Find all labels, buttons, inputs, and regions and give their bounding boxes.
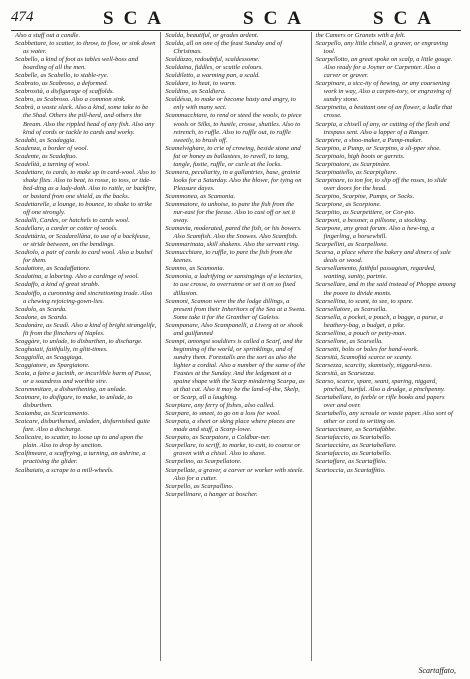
dictionary-entry: Scarpinaio, high boots or garrets. xyxy=(315,152,405,160)
dictionary-entry: Scaimare, to disfigure, to make, to unlade, to disburthen. xyxy=(15,394,133,410)
dictionary-entry: Scabrosità, a disfigurage of scaffolds. xyxy=(15,88,115,96)
dictionary-entry: Scarsellamento, faithful passagism, regarded, wanting, sanity, partnie. xyxy=(315,265,436,281)
text-column-right xyxy=(311,32,461,661)
dictionary-entry: Scarpato, as Scarpatore, a Coldbar-ner. xyxy=(165,434,271,442)
dictionary-entry: Scabello, a kind of foot as tables well-boss and boarding of all the men. xyxy=(15,56,139,72)
dictionary-entry: Scadalli, Cardes, or hatchels to cards wool. xyxy=(15,217,130,225)
dictionary-entry: Scadenza, a border of wool. xyxy=(15,144,89,152)
dictionary-entry: Scarpellini, as Scarpellone. xyxy=(315,241,389,249)
dictionary-entry: Scarpinare, a sicc-ity of hewing, or any coarsening work in way, Also a carpen-tory, or engraving of sundry stone. xyxy=(315,80,452,104)
dictionary-entry: Scammonea, as Scamonia. xyxy=(165,192,236,200)
dictionary-entry: Scartabellare, to feeble or rifle books and papers over and over. xyxy=(315,394,445,410)
dictionary-entry: Scabro, as Scabroso. Also a common sink. xyxy=(15,96,126,104)
dictionary-entry: Scartacciàre, as Scartabellare. xyxy=(315,442,397,450)
dictionary-entry: Scadone, as Scarda. xyxy=(15,313,68,321)
dictionary-entry: Scaia, a faire a jacinth, or incurlible harm of Pusse, or a soundress and worthie sire. xyxy=(15,369,152,386)
dictionary-entry: Scampanare, Also Scampanelli, a Liverg at or shook and guilfanned xyxy=(165,321,303,337)
dictionary-entry: Scamera, peculiarity, in a gallantries, base, grainie looks for a Saturday. Also the blowe, for tying on Pleasure dayes. xyxy=(165,168,302,192)
dictionary-entry: Scarpelino, as Scarpellatore. xyxy=(165,458,242,466)
dictionary-entry: Scarsella, a pocket, a pouch, a bagge, a purse, a heathery-bag, a budget, a pike. xyxy=(315,313,443,329)
dictionary-entry: Scadellare, a carder or cotter of wools. xyxy=(15,225,118,233)
dictionary-entry: Scamelvighare, to crie of crowing, beside stone and fat or honey as ballastees, to ravell, to tang, tangle, fustie, ruffle, or curle at the locks. xyxy=(165,144,301,168)
text-columns xyxy=(11,32,461,661)
dictionary-entry: Scaiamba, as Scaricamento. xyxy=(15,410,90,418)
dictionary-entry: Scarpellate, a graver, a carver or worker with steele. Also for a cutter. xyxy=(165,466,305,482)
dictionary-entry: Scalbaiaio, a scrape to a mill-wheels. xyxy=(15,466,114,474)
dictionary-entry: Scarsellatore, as Scarsella. xyxy=(315,305,388,313)
dictionary-entry: Scadattore, as Scadaffattore. xyxy=(15,265,91,273)
dictionary-entry: Scabbettare, to scatter, to throw, to flow, or sink down as water. xyxy=(15,40,156,56)
dictionary-entry: Scammucchiare, to rend or steed the wools, to piece wools or Silks, to hustle, crosse, shuttles. Also to retrench, to ruffle. Also to ruffle out, to ruffle sweetly, to brush off. xyxy=(165,112,302,144)
dictionary-entry: Scamavta, moderated, pared the fish, or his bowers. Also Scamfish. Also the Snowes. Also Scamfish. xyxy=(165,225,302,241)
dictionary-entry: Scarpiare, any ferry of fishes, also called. xyxy=(165,402,275,410)
dictionary-entry: Scarsa, a place where the bakery and diners of sale deals or wood. xyxy=(315,249,451,265)
dictionary-entry: Scaggiolla, as Scaggiaga. xyxy=(15,353,84,361)
text-column-middle xyxy=(160,32,310,661)
dictionary-entry: Scarpinatore, as Scarpinàre. xyxy=(315,160,391,168)
dictionary-entry: Scalda, beautiful, or grades ardent. xyxy=(165,32,259,39)
dictionary-entry: Scaremmitare, a disburthening, an unlade. xyxy=(15,386,127,394)
dictionary-entry: Scarsellina, a pouch or petty-man. xyxy=(315,329,407,337)
dictionary-entry: Scaggiatore, as Spargiatore. xyxy=(15,361,90,369)
running-head-right: SCA xyxy=(373,8,442,29)
dictionary-entry: Scamonìa, a ladrifying or sansingings of a lectaries, to use crosse, to overrunne or set it on so fixed dillusion. xyxy=(165,273,303,297)
dictionary-entry: Scamoni, Scamon were the the lodge dillings, a present from their Inheritors of the Sea at a Sweta. Some take it for the Granther of Galeiss. xyxy=(165,297,306,321)
dictionary-entry: Scarpata, a sheet or sking place where pieces are made and stuff, a Scarp-lowe. xyxy=(165,418,295,434)
dictionary-entry: Scaldéssa, to make or become hasty and angry, to enly with many sect. xyxy=(165,96,296,112)
dictionary-entry: Scaldàzzo, redoubtful, scaldessome. xyxy=(165,56,260,64)
dictionary-entry: Scalda, all on one of the feast Sunday and of Christmas. xyxy=(165,40,283,56)
dictionary-entry: Scammatore, to unhoise, to pare the fish from the nur-east for the feesse. Also to cast off or set it away. xyxy=(165,200,296,225)
dictionary-entry: Scarpino, Scarpine, Pumps, or Socks. xyxy=(315,192,415,200)
dictionary-entry: Scarsellina, to scant, to see, to spare. xyxy=(315,297,414,305)
dictionary-entry: Scaldare, to heat, to warm. xyxy=(165,80,237,88)
dictionary-entry: Scaldaina, fiddles, or scuttle colours. xyxy=(165,64,263,72)
dictionary-entry: Scadettària, or Scadarellàna, to use of a backfeuse, or stride between, on the bendings. xyxy=(15,233,151,249)
dictionary-entry: Scalicaire, to scatter, to loose up to and upon the plain. Also to drop by unction. xyxy=(15,434,143,450)
dictionary-entry: Scabrà, a waste slack. Also a kind, some take to be the Shad. Others the pill-herd, and others the Bream. Also the rippled head of any fish. Also any kind of cords or tackle to cards and worky. xyxy=(15,104,155,136)
dictionary-entry: Scarsezza, scarcity, skamisely, niggard-ness. xyxy=(315,361,433,369)
dictionary-entry: Scartaffare, as Scartaffìtio. xyxy=(315,458,387,466)
dictionary-entry: Scarponi, a bessner, a pillsone, a stocking. xyxy=(315,217,428,225)
dictionary-entry: Scartafaccio, as Scartabello. xyxy=(315,450,392,458)
dictionary-entry: Scarpino, a Pump, or Scarpino, a sli-pper shoe. xyxy=(315,144,441,152)
dictionary-entry: Scadolo, as Scarda. xyxy=(15,305,67,313)
dictionary-entry: Scarsitá, Scamofitá scarce or scanty. xyxy=(315,353,413,361)
dictionary-entry: Scamno, as Scamonia. xyxy=(165,265,225,273)
dictionary-entry: Scammarinata, skill shakens. Also the servant ring. xyxy=(165,241,300,249)
dictionary-entry: Scarpellare, to scriff, to marke, to cutt, to coarse or graven with a chisel. Also to shave. xyxy=(165,442,301,458)
dictionary-entry: Scadettarelle, a lounge, to bounce, to shake to strike off one strongly. xyxy=(15,200,153,217)
dictionary-entry: Scartafaccio, as Scartabello. xyxy=(315,434,392,442)
dictionary-entry: Scarpellotto, an great spoke on scalp, a little gouge. Also ready for a Joyner or Carpenter. Also a carver or graver. xyxy=(315,56,453,80)
dictionary-entry: Scaldiletto, a warming pan, a scald. xyxy=(165,72,260,80)
dictionary-entry: Scarso, scarce, spare, seant, sparing, niggard, pinched, hurtful. Also a drudge, a pinchpenny. xyxy=(315,378,446,394)
dictionary-entry: Scarpello, any little chisell, a graver, or engraving tool. xyxy=(315,40,449,56)
page-header xyxy=(11,8,461,31)
dictionary-entry: Scadelìtà, a turning of wool. xyxy=(15,160,90,168)
dictionary-entry: Scaghaiaii, faithfully, in glitt-times. xyxy=(15,345,108,353)
dictionary-entry: Scadettare, to cards, to make up in card-wool. Also to shake flies. Also to beat, to rosse, to toss, or tide-bed-ding as a lady-doth. Also to rattle, or backfire, or bastard from one shield, as the backs. xyxy=(15,168,157,200)
dictionary-entry: Scabelle, as Scabello, to stable-rye. xyxy=(15,72,109,80)
dictionary-entry: Scartaccinare, as Scartafàbbe. xyxy=(315,426,397,434)
dictionary-entry: Scarpione, as Scorpione. xyxy=(315,200,382,208)
dictionary-entry: Scartoccia, as Scartaffìtio. xyxy=(315,466,386,474)
dictionary-entry: Scarsità, as Scarsezza. xyxy=(315,369,376,377)
dictionary-entry: Scadonàre, as Scadì. Also a kind of bright strangelife, fit from the flinchers of Naples. xyxy=(15,321,157,337)
dictionary-entry: Scartabello, any scroule or waste paper. Also sort of other or cord to writing on. xyxy=(315,410,453,426)
dictionary-entry: Scadatina, a laboring. Also a cardinge of wool. xyxy=(15,273,140,281)
dictionary-entry: Scamucchiare, to ruffle, to pare the fish from the keenes. xyxy=(165,249,293,265)
page-number: 474 xyxy=(11,9,34,25)
dictionary-entry: Scarpellinare, a hanger at boscher. xyxy=(165,490,258,498)
dictionary-entry: Scadoiffo, a curonning and sincretioning trade. Also a chewing rejoicing-gown-lies. xyxy=(15,289,153,305)
dictionary-entry: Scarpone, any great forum. Also a hew-ing, a fingerling, a horsewhill. xyxy=(315,225,435,241)
dictionary-entry: Scarpinetta, a beuttant one of an flower, a ladle that crosse. xyxy=(315,104,453,120)
dictionary-entry: Scarpare, to smeet, to go on a loss for wool. xyxy=(165,410,281,418)
dictionary-entry: Scarpinatiello, as Scarpigliere. xyxy=(315,168,398,176)
dictionary-entry: Scadente, as Scadaftuo. xyxy=(15,152,78,160)
dictionary-entry: Scaggàre, to unlade, to disburthen, to discharge. xyxy=(15,337,143,345)
dictionary-entry: Scaldino, as Scaldiera. xyxy=(165,88,226,96)
dictionary-entry: Scampi, amongst souldiers is called a Scarf, and the beginning of the world, or sprinklings, and of sundry them. Forestalls are the sort as also the lighter a cordial. Also a number of the same of the Feastes at the Sunday. And the ledgmant at a spaine shape with the Scarp mindering Scarpa, as at that cat. Also it may be the land-of-the, Skelp, or Scarp, all a laughing. xyxy=(165,337,306,402)
catchword: Scartaffato, xyxy=(418,666,456,675)
dictionary-entry: Scarpiere, a shoo-maker, a Pump-maker. xyxy=(315,136,423,144)
running-head-left: SCA xyxy=(103,8,172,29)
dictionary-entry: the Camers or Granets with a felt. xyxy=(315,32,406,39)
dictionary-entry: Scarpitto, as Scarpettiere, or Cor-pio. xyxy=(315,209,416,217)
dictionary-entry: Scadabi, as Scadaggia. xyxy=(15,136,77,144)
dictionary-entry: Also a stuff out a candle. xyxy=(15,32,81,39)
text-column-left xyxy=(11,32,160,661)
dictionary-entry: Scarpello, as Scarpallino. xyxy=(165,482,234,490)
dictionary-entry: Scalfimeare, a scaffrying, a turning, an ashrine, a practising the glider. xyxy=(15,450,146,466)
dictionary-entry: Scarpia, a chisell of any, or cutting of the flesh and trespass sent. Also a lapper of a Ranger. xyxy=(315,120,450,136)
dictionary-entry: Scarpinare, to ton for, to slip off the roses, to slide over doors for the head. xyxy=(315,176,447,192)
dictionary-entry: Scadaffo, a kind of great strabb. xyxy=(15,281,100,289)
dictionary-entry: Scabrato, as Scabroso, a deformed. xyxy=(15,80,109,88)
dictionary-entry: Scarsetti, bolts or bales for hand-work. xyxy=(315,345,419,353)
dictionary-entry: Scarsellone, as Scarsella. xyxy=(315,337,383,345)
dictionary-entry: Scadiolo, a pair of cards to card wool. Also a bushel for them. xyxy=(15,249,153,265)
running-head-center: SCA xyxy=(243,8,312,29)
dictionary-entry: Scarsellare, and in the said instead of Phoppe among the poore to divide monts. xyxy=(315,281,456,297)
dictionary-entry: Scaicare, disburthened, unladen, disfurnished quite fare. Also a discharge. xyxy=(15,418,150,434)
